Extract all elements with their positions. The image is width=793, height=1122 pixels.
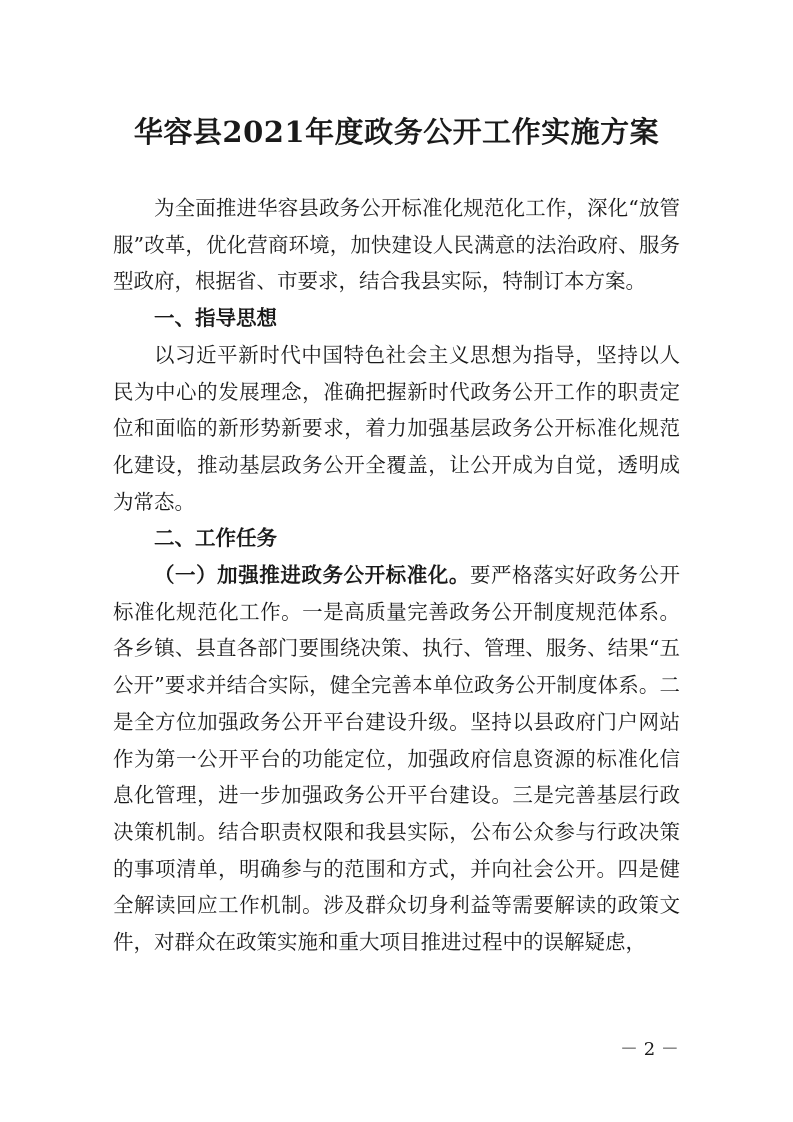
task-standardization-lead: （一）加强推进政务公开标准化。 <box>154 563 470 588</box>
task-standardization-paragraph <box>113 557 680 961</box>
document-title: 华容县2021年度政务公开工作实施方案 <box>133 115 660 149</box>
page-number: － 2 － <box>620 1039 679 1060</box>
intro-paragraph: 为全面推进华容县政务公开标准化规范化工作，深化“放管服”改革，优化营商环境，加快建设人民满意的法治政府、服务型政府，根据省、市要求，结合我县实际，特制订本方案。 <box>113 196 680 294</box>
section-heading-guiding-ideology: 一、指导思想 <box>154 306 277 331</box>
section-heading-work-tasks: 二、工作任务 <box>154 526 277 551</box>
guiding-ideology-paragraph: 以习近平新时代中国特色社会主义思想为指导，坚持以人民为中心的发展理念，准确把握新时代政务公开工作的职责定位和面临的新形势新要求，着力加强基层政务公开标准化规范化建设，推动基层政务公开全覆盖，让公开成为自觉，透明成为常态。 <box>113 342 680 514</box>
task-standardization-text: 要严格落实好政务公开标准化规范化工作。一是高质量完善政务公开制度规范体系。各乡镇、县直各部门要围绕决策、执行、管理、服务、结果“五公开”要求并结合实际，健全完善本单位政务公开制度体系。二是全方位加强政务公开平台建设升级。坚持以县政府门户网站作为第一公开平台的功能定位，加强政府信息资源的标准化信息化管理，进一步加强政务公开平台建设。三是完善基层行政决策机制。结合职责权限和我县实际，公布公众参与行政决策的事项清单，明确参与的范围和方式，并向社会公开。四是健全解读回应工作机制。涉及群众切身利益等需要解读的政策文件，对群众在政策实施和重大项目推进过程中的误解疑虑， <box>113 563 680 955</box>
document-body <box>113 190 680 961</box>
